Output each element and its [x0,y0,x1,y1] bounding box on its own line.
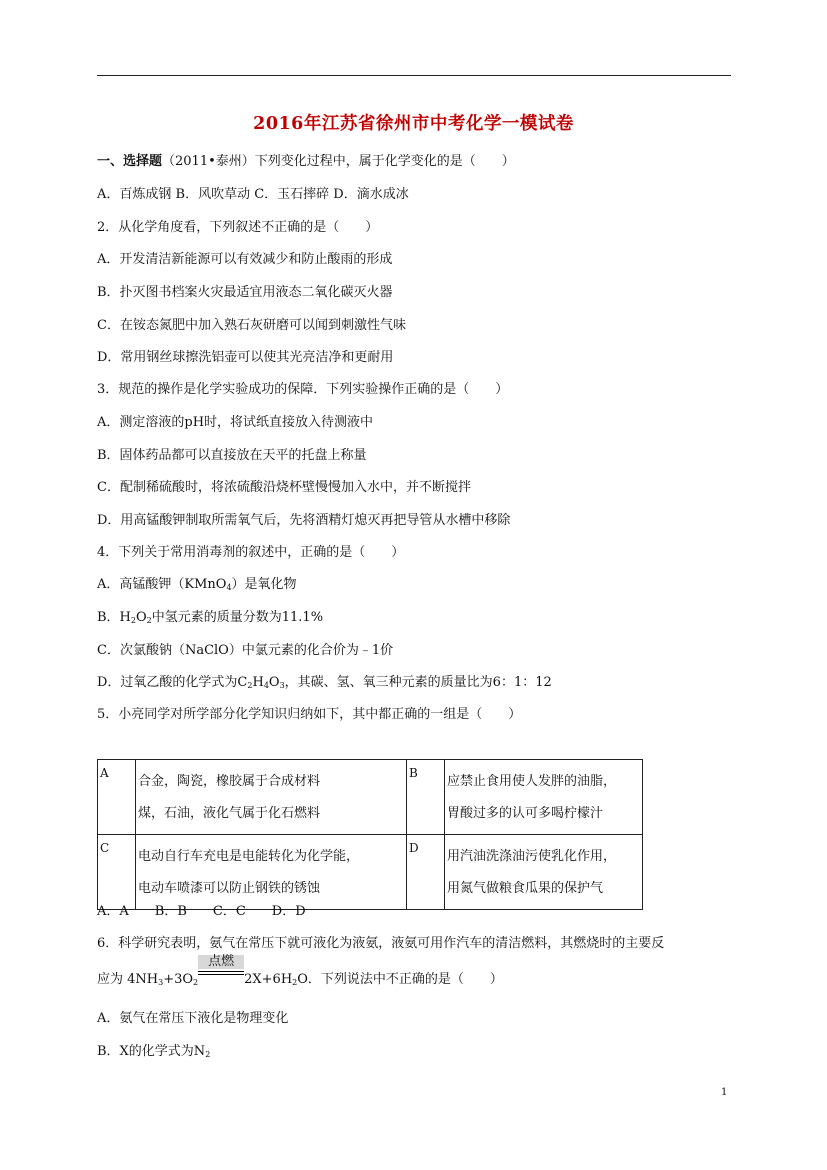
table-cell-letter: A [98,760,136,835]
table-cell-letter: B [407,760,445,835]
table-cell-content: 应禁止食用使人发胖的油脂， 胃酸过多的认可多喝柠檬汁 [445,760,643,835]
table-cell-content: 用汽油洗涤油污使乳化作用， 用氮气做粮食瓜果的保护气 [445,835,643,910]
question-2-stem: 2．从化学角度看，下列叙述不正确的是（ ） [97,220,379,235]
page-number: 1 [721,1087,728,1098]
page-title: 2016年江苏省徐州市中考化学一模试卷 [253,114,574,134]
question-5-options: A．A B．B C．C D．D [97,904,306,919]
question-4-option-c: C．次氯酸钠（NaClO）中氯元素的化合价为﹣1价 [97,643,394,658]
table-cell-letter: C [98,835,136,910]
header-rule [97,75,731,76]
question-3-option-a: A．测定溶液的pH时，将试纸直接放入待测液中 [97,415,374,430]
question-2-option-c: C．在铵态氮肥中加入熟石灰研磨可以闻到刺激性气味 [97,318,406,333]
question-4-option-d: D．过氧乙酸的化学式为$C_2H_4O_3$，其碳、氢、氧三种元素的质量比为6：1：12 [97,675,552,690]
question-3-stem: 3．规范的操作是化学实验成功的保障．下列实验操作正确的是（ ） [97,382,509,397]
question-2-option-b: B．扑灭图书档案火灾最适宜用液态二氧化碳灭火器 [97,285,393,300]
question-1-options: A．百炼成钢 B．风吹草动 C．玉石摔碎 D．滴水成冰 [97,187,409,202]
question-6-option-a: A．氨气在常压下液化是物理变化 [97,1011,289,1026]
question-2-option-d: D．常用钢丝球擦洗铝壶可以使其光亮洁净和更耐用 [97,350,394,365]
question-3-option-d: D．用高锰酸钾制取所需氧气后，先将酒精灯熄灭再把导管从水槽中移除 [97,513,511,528]
question-2-option-a: A．开发清洁新能源可以有效减少和防止酸雨的形成 [97,252,393,267]
question-4-option-a: A．高锰酸钾（KMnO$_4$）是氧化物 [97,577,297,592]
reaction-arrow [198,954,244,983]
table-row [98,835,643,910]
question-3-option-c: C．配制稀硫酸时，将浓硫酸沿烧杯壁慢慢加入水中，并不断搅拌 [97,480,471,495]
table-cell-content: 电动自行车充电是电能转化为化学能， 电动车喷漆可以防止钢铁的锈蚀 [136,835,407,910]
question-4-option-b: B．$H_2O_2$中氢元素的质量分数为11.1% [97,610,324,625]
table-cell-content: 合金，陶瓷，橡胶属于合成材料 煤，石油，液化气属于化石燃料 [136,760,407,835]
question-5-table [97,759,643,910]
table-cell-letter: D [407,835,445,910]
reaction-condition: 点燃 [198,955,244,969]
question-6-equation: 应为 $4NH_3+3O_2$ 点燃 $2X+6H_2O$．下列说法中不正确的是（ ） [97,954,503,987]
question-3-option-b: B．固体药品都可以直接放在天平的托盘上称量 [97,448,367,463]
question-6-option-b: B．X的化学式为$N_2$ [97,1044,211,1059]
question-5-stem: 5．小亮同学对所学部分化学知识归纳如下，其中都正确的一组是（ ） [97,707,522,722]
question-1-text: （2011•泰州）下列变化过程中，属于化学变化的是（ ） [162,154,515,169]
table-row [98,760,643,835]
question-6-stem: 6．科学研究表明，氨气在常压下就可液化为液氨，液氨可用作汽车的清洁燃料，其燃烧时的主要反 [97,936,665,951]
section-label: 一、选择题 [97,154,163,169]
question-4-stem: 4．下列关于常用消毒剂的叙述中，正确的是（ ） [97,545,405,560]
question-1-stem [97,150,515,169]
